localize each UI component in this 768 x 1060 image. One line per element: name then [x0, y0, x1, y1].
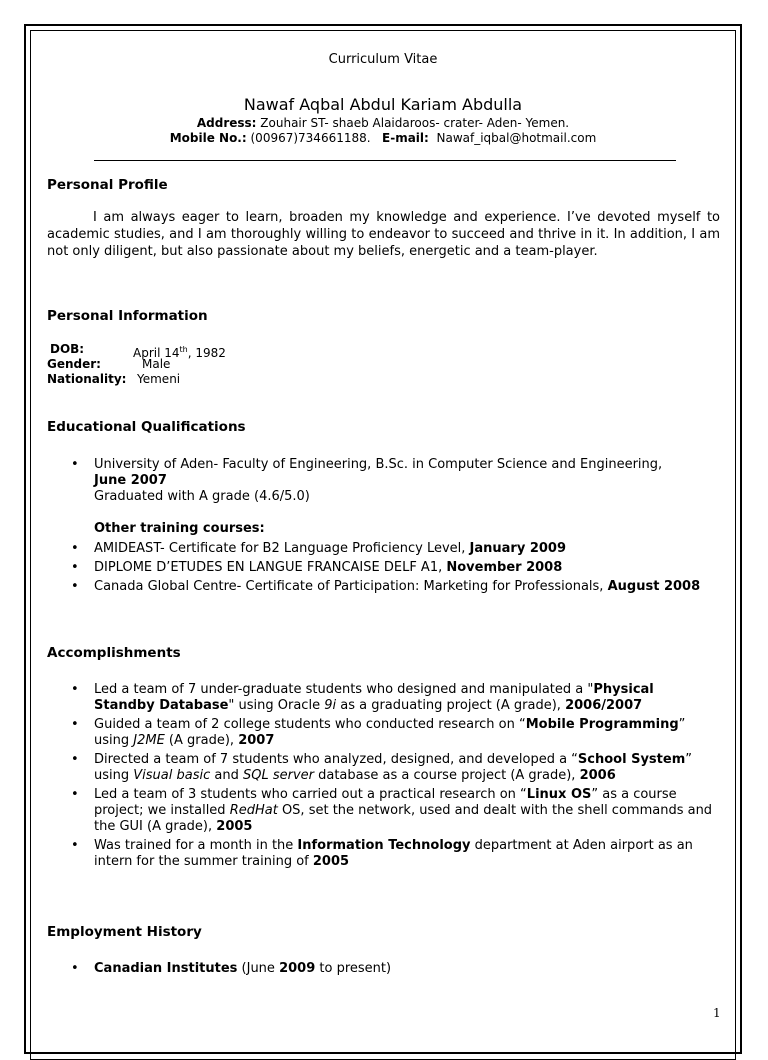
- text: Guided a team of 2 college students who conducted research on “: [94, 717, 526, 732]
- dob-row: [50, 342, 84, 357]
- list-item: [47, 752, 715, 784]
- highlight: Physical Standby Database: [94, 682, 654, 713]
- year: 2006: [579, 768, 616, 783]
- text: as a graduating project (A grade),: [336, 698, 566, 713]
- gender-label: Gender:: [47, 357, 101, 371]
- bullet-icon: •: [71, 682, 79, 697]
- highlight: School System: [577, 752, 686, 767]
- year: 2009: [279, 961, 316, 976]
- list-item: [47, 682, 715, 714]
- employment-heading: Employment History: [47, 924, 202, 940]
- contact-line: [30, 131, 736, 146]
- email-value: Nawaf_iqbal@hotmail.com: [436, 131, 597, 145]
- year: 2007: [238, 733, 275, 748]
- text: Directed a team of 7 students who analyzed, designed, and developed a “: [94, 752, 578, 767]
- address-value: Zouhair ST- shaeb Alaidaroos- crater- Aden- Yemen.: [260, 116, 570, 130]
- bullet-icon: •: [71, 961, 79, 976]
- list-item: [47, 717, 715, 749]
- year: 2005: [312, 854, 350, 869]
- document-title: Curriculum Vitae: [328, 52, 438, 67]
- text: " using Oracle: [228, 698, 325, 713]
- accomplishments-list: [47, 682, 715, 873]
- dob-label: DOB:: [50, 342, 85, 356]
- employment-list: [47, 961, 727, 980]
- text: (June: [237, 961, 280, 976]
- training-heading: Other training courses:: [94, 521, 265, 536]
- nationality-value: Yemeni: [137, 372, 181, 386]
- candidate-name: Nawaf Aqbal Abdul Kariam Abdulla: [243, 95, 523, 114]
- course-text: DIPLOME D’ETUDES EN LANGUE FRANCAISE DELF A1,: [94, 560, 443, 575]
- bullet-icon: •: [71, 752, 79, 767]
- year: 2005: [216, 819, 253, 834]
- profile-heading: Personal Profile: [47, 177, 168, 193]
- dob-year: , 1982: [187, 346, 226, 360]
- personal-info-heading: Personal Information: [47, 308, 208, 324]
- text: Was trained for a month in the: [94, 838, 298, 853]
- uni-text: University of Aden- Faculty of Engineering, B.Sc. in Computer Science and Engineering,: [94, 457, 663, 472]
- text: OS, set the network, used and dealt with the shell commands and the GUI (A grade),: [94, 803, 713, 834]
- italic: Visual basic: [133, 768, 211, 783]
- address-label: Address:: [196, 116, 257, 130]
- course-date: January 2009: [469, 541, 567, 556]
- text: database as a course project (A grade),: [313, 768, 580, 783]
- training-list: [47, 541, 727, 598]
- text: ” as a course project; we installed: [94, 787, 677, 818]
- header-divider: [94, 160, 676, 161]
- text: to present): [315, 961, 392, 976]
- uni-grade: Graduated with A grade (4.6/5.0): [94, 489, 310, 504]
- bullet-icon: •: [71, 560, 79, 575]
- course-date: November 2008: [446, 560, 563, 575]
- year: 2006/2007: [565, 698, 643, 713]
- dob-suffix: th: [179, 345, 188, 354]
- course-text: AMIDEAST- Certificate for B2 Language Proficiency Level,: [94, 541, 466, 556]
- text: Led a team of 3 students who carried out a practical research on “: [94, 787, 527, 802]
- bullet-icon: •: [71, 541, 79, 556]
- nationality-label: Nationality:: [47, 372, 127, 386]
- text: ” using: [94, 717, 686, 748]
- email-label: E-mail:: [382, 131, 429, 145]
- bullet-icon: •: [71, 457, 79, 472]
- gender-row: [47, 357, 101, 372]
- dob-month-day: April 14: [133, 346, 180, 360]
- mobile-label: Mobile No.:: [169, 131, 247, 145]
- gender-value: Male: [142, 357, 171, 371]
- highlight: Information Technology: [297, 838, 471, 853]
- italic: SQL server: [242, 768, 314, 783]
- italic: 9i: [324, 698, 337, 713]
- course-date: August 2008: [607, 579, 701, 594]
- bullet-icon: •: [71, 838, 79, 853]
- bullet-icon: •: [71, 717, 79, 732]
- mobile-value: (00967)734661188.: [250, 131, 371, 145]
- text: department at Aden airport as an intern for the summer training of: [94, 838, 693, 869]
- course-text: Canada Global Centre- Certificate of Participation: Marketing for Professionals,: [94, 579, 604, 594]
- text: and: [210, 768, 243, 783]
- list-item: [47, 787, 715, 835]
- list-item: [47, 961, 727, 977]
- highlight: Linux OS: [526, 787, 592, 802]
- profile-text: [47, 209, 720, 260]
- employer: Canadian Institutes: [94, 961, 238, 976]
- list-item: [47, 560, 727, 576]
- list-item: [47, 541, 727, 557]
- italic: J2ME: [133, 733, 165, 748]
- list-item: [47, 579, 727, 595]
- education-list: [47, 457, 727, 508]
- profile-paragraph: I am always eager to learn, broaden my knowledge and experience. I’ve devoted myself to academic studies, and I am thoroughly willing to endeavor to succeed and thrive in it. In addition, I am not only diligent, but also passionate about my beliefs, energetic and a team-player.: [47, 210, 720, 259]
- list-item: [47, 838, 715, 870]
- text: (A grade),: [164, 733, 239, 748]
- accomplishments-heading: Accomplishments: [47, 645, 181, 661]
- text: Led a team of 7 under-graduate students who designed and manipulated a ": [94, 682, 594, 697]
- page-number: 1: [713, 1006, 721, 1020]
- bullet-icon: •: [71, 579, 79, 594]
- address-line: [30, 116, 736, 131]
- bullet-icon: •: [71, 787, 79, 802]
- text: ” using: [94, 752, 692, 783]
- italic: RedHat: [229, 803, 278, 818]
- education-heading: Educational Qualifications: [47, 419, 246, 435]
- list-item: [47, 457, 727, 505]
- nationality-row: [47, 372, 126, 387]
- highlight: Mobile Programming: [525, 717, 679, 732]
- uni-date: June 2007: [94, 473, 167, 488]
